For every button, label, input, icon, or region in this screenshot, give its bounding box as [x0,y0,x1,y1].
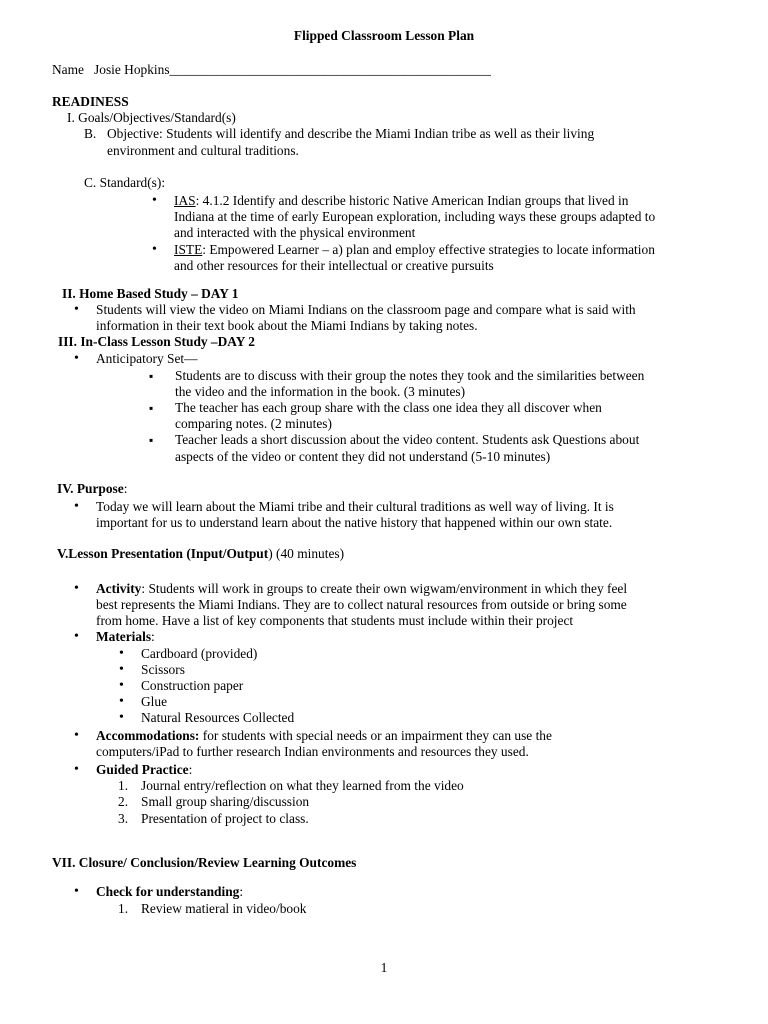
inclass-item-2-line-2: comparing notes. (2 minutes) [175,416,332,431]
material-item: • Scissors [141,662,185,678]
name-underline: ________________________________________________ [169,62,491,77]
goals-line: I. Goals/Objectives/Standard(s) [67,110,236,125]
material-item: • Natural Resources Collected [141,710,294,726]
inclass-item-2-line-1: ▪ The teacher has each group share with the class one idea they all discover when [175,400,602,416]
closure-heading: VII. Closure/ Conclusion/Review Learning Outcomes [52,855,357,870]
ias-label: IAS [174,193,196,208]
closure-item: Review matieral in video/book [141,901,307,916]
guided-item: Journal entry/reflection on what they learned from the video [141,778,464,793]
accommodations-label: Accommodations: [96,728,200,743]
name-label: Name [52,62,84,77]
inclass-item-1-line-1: ▪ Students are to discuss with their group the notes they took and the similarities between [175,368,644,384]
materials-heading: • Materials: [96,629,155,645]
guided-practice-heading: • Guided Practice: [96,762,192,778]
guided-number: 3. [118,811,129,826]
accommodations-line-1: • Accommodations: for students with special needs or an impairment they can use the [96,728,552,744]
inclass-item-3-line-1: ▪ Teacher leads a short discussion about the video content. Students ask Questions about [175,432,639,448]
purpose-line-2: important for us to understand learn about the native history that happened within our own state. [96,515,613,530]
activity-line-2: best represents the Miami Indians. They are to collect natural resources from outside or bring some [96,597,627,612]
guided-item: Presentation of project to class. [141,811,309,826]
activity-label: Activity [96,581,142,596]
ias-line-2: Indiana at the time of early European exploration, including ways these groups adapted to [174,209,656,224]
ias-item: • IAS: 4.1.2 Identify and describe historic Native American Indian groups that lived in [174,193,628,209]
inclass-item-3-line-2: aspects of the video or content they did not understand (5-10 minutes) [175,449,551,464]
document-title: Flipped Classroom Lesson Plan [293,28,475,43]
objective-letter: B. [84,126,97,141]
standards-label: C. Standard(s): [84,175,166,190]
activity-line-3: from home. Have a list of key components that students must include within their project [96,613,574,628]
lesson-heading: V.Lesson Presentation (Input/Output) (40 minutes) [57,546,345,561]
home-study-line-1: • Students will view the video on Miami Indians on the classroom page and compare what is said with [96,302,636,318]
name-line [52,62,491,78]
anticipatory-set: • Anticipatory Set— [96,351,198,367]
guided-item: Small group sharing/discussion [141,794,310,809]
ias-line-3: and interacted with the physical environment [174,225,416,240]
iste-label: ISTE [174,242,203,257]
inclass-heading: III. In-Class Lesson Study –DAY 2 [58,334,255,349]
home-study-heading: II. Home Based Study – DAY 1 [62,286,239,301]
name-value: Josie Hopkins [94,62,170,77]
readiness-heading: READINESS [52,94,129,109]
page-number: 1 [380,960,388,975]
home-study-line-2: information in their text book about the Miami Indians by taking notes. [96,318,478,333]
activity-line-1: • Activity: Students will work in groups to create their own wigwam/environment in which they feel [96,581,627,597]
purpose-heading: IV. Purpose: [57,481,128,496]
iste-item: • ISTE: Empowered Learner – a) plan and employ effective strategies to locate information [174,242,655,258]
check-understanding-heading: • Check for understanding: [96,884,243,900]
material-item: • Construction paper [141,678,243,694]
material-item: • Glue [141,694,167,710]
objective-line-1: Objective: Students will identify and describe the Miami Indian tribe as well as their living [107,126,595,141]
inclass-item-1-line-2: the video and the information in the book. (3 minutes) [175,384,466,399]
material-item: • Cardboard (provided) [141,646,257,662]
objective-line-2: environment and cultural traditions. [107,143,299,158]
guided-number: 2. [118,794,129,809]
iste-line-2: and other resources for their intellectual or creative pursuits [174,258,494,273]
purpose-line-1: • Today we will learn about the Miami tribe and their cultural traditions as well way of living. It is [96,499,614,515]
closure-number: 1. [118,901,129,916]
accommodations-line-2: computers/iPad to further research Indian environments and resources they used. [96,744,529,759]
guided-number: 1. [118,778,129,793]
